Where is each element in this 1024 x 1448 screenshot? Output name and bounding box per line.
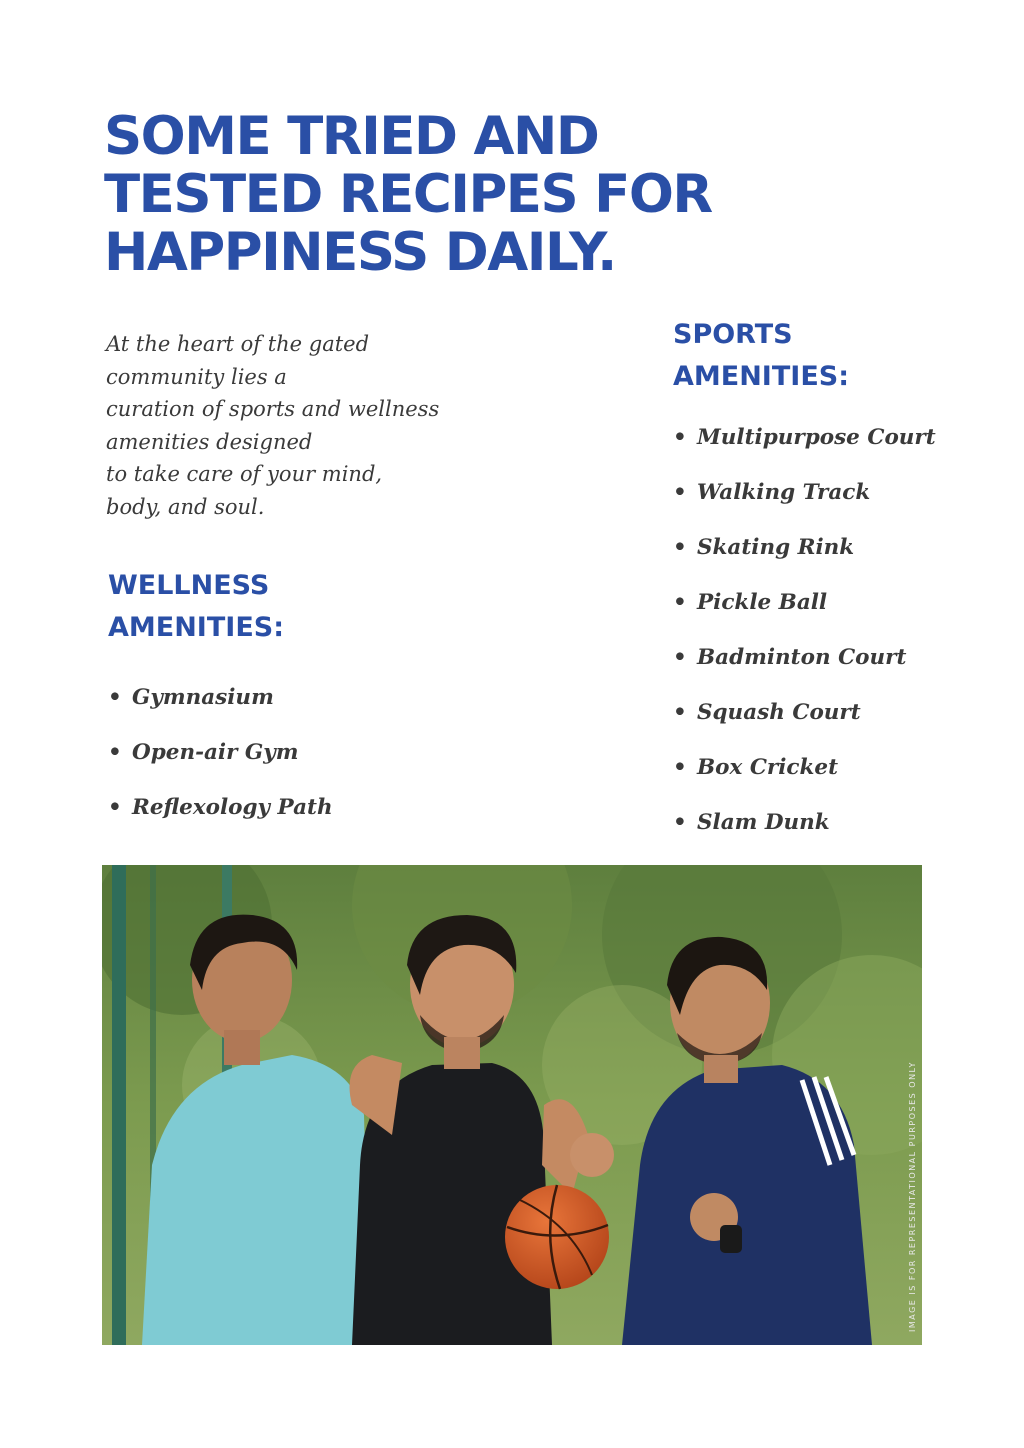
- intro-paragraph: [106, 328, 506, 523]
- list-item: [108, 739, 333, 794]
- amenity-label: Open-air Gym: [132, 740, 299, 765]
- heading-line: AMENITIES:: [673, 361, 850, 392]
- photo-illustration: [102, 865, 922, 1345]
- friends-basketball-photo: [102, 865, 922, 1345]
- headline-line: HAPPINESS DAILY.: [104, 222, 616, 283]
- wellness-amenities-heading: [108, 565, 284, 649]
- heading-line: SPORTS: [673, 319, 793, 350]
- amenity-label: Skating Rink: [697, 535, 855, 560]
- bullet-icon: •: [673, 645, 687, 670]
- list-item: [673, 534, 936, 589]
- list-item: [673, 644, 936, 699]
- bullet-icon: •: [673, 425, 687, 450]
- heading-line: WELLNESS: [108, 570, 270, 601]
- list-item: [108, 684, 333, 739]
- list-item: [673, 589, 936, 644]
- amenity-label: Gymnasium: [132, 685, 274, 710]
- bullet-icon: •: [673, 535, 687, 560]
- heading-line: AMENITIES:: [108, 612, 285, 643]
- bullet-icon: •: [108, 795, 122, 820]
- intro-line: curation of sports and wellness: [106, 397, 440, 421]
- headline-line: TESTED RECIPES FOR: [104, 164, 712, 225]
- bullet-icon: •: [673, 810, 687, 835]
- sports-amenities-heading: [673, 314, 849, 398]
- wellness-amenities-list: [108, 684, 333, 849]
- intro-line: to take care of your mind,: [106, 462, 383, 486]
- list-item: [673, 809, 936, 864]
- list-item: [108, 794, 333, 849]
- sports-amenities-list: [673, 424, 936, 864]
- amenity-label: Slam Dunk: [697, 810, 830, 835]
- bullet-icon: •: [673, 590, 687, 615]
- list-item: [673, 424, 936, 479]
- amenity-label: Multipurpose Court: [697, 425, 936, 450]
- page-headline: [104, 108, 744, 282]
- bullet-icon: •: [673, 480, 687, 505]
- amenity-label: Badminton Court: [697, 645, 907, 670]
- amenity-label: Walking Track: [697, 480, 871, 505]
- amenity-label: Reflexology Path: [132, 795, 333, 820]
- list-item: [673, 754, 936, 809]
- intro-line: amenities designed: [106, 429, 313, 454]
- bullet-icon: •: [108, 740, 122, 765]
- intro-line: body, and soul.: [106, 494, 265, 519]
- bullet-icon: •: [673, 700, 687, 725]
- list-item: [673, 699, 936, 754]
- photo-disclaimer: IMAGE IS FOR REPRESENTATIONAL PURPOSES ONLY: [908, 1061, 917, 1332]
- list-item: [673, 479, 936, 534]
- headline-line: SOME TRIED AND: [104, 106, 599, 167]
- intro-line: community lies a: [106, 364, 287, 389]
- bullet-icon: •: [108, 685, 122, 710]
- amenity-label: Squash Court: [697, 700, 861, 725]
- amenity-label: Box Cricket: [697, 755, 839, 780]
- intro-line: At the heart of the gated: [106, 332, 370, 356]
- amenity-label: Pickle Ball: [697, 590, 828, 615]
- bullet-icon: •: [673, 755, 687, 780]
